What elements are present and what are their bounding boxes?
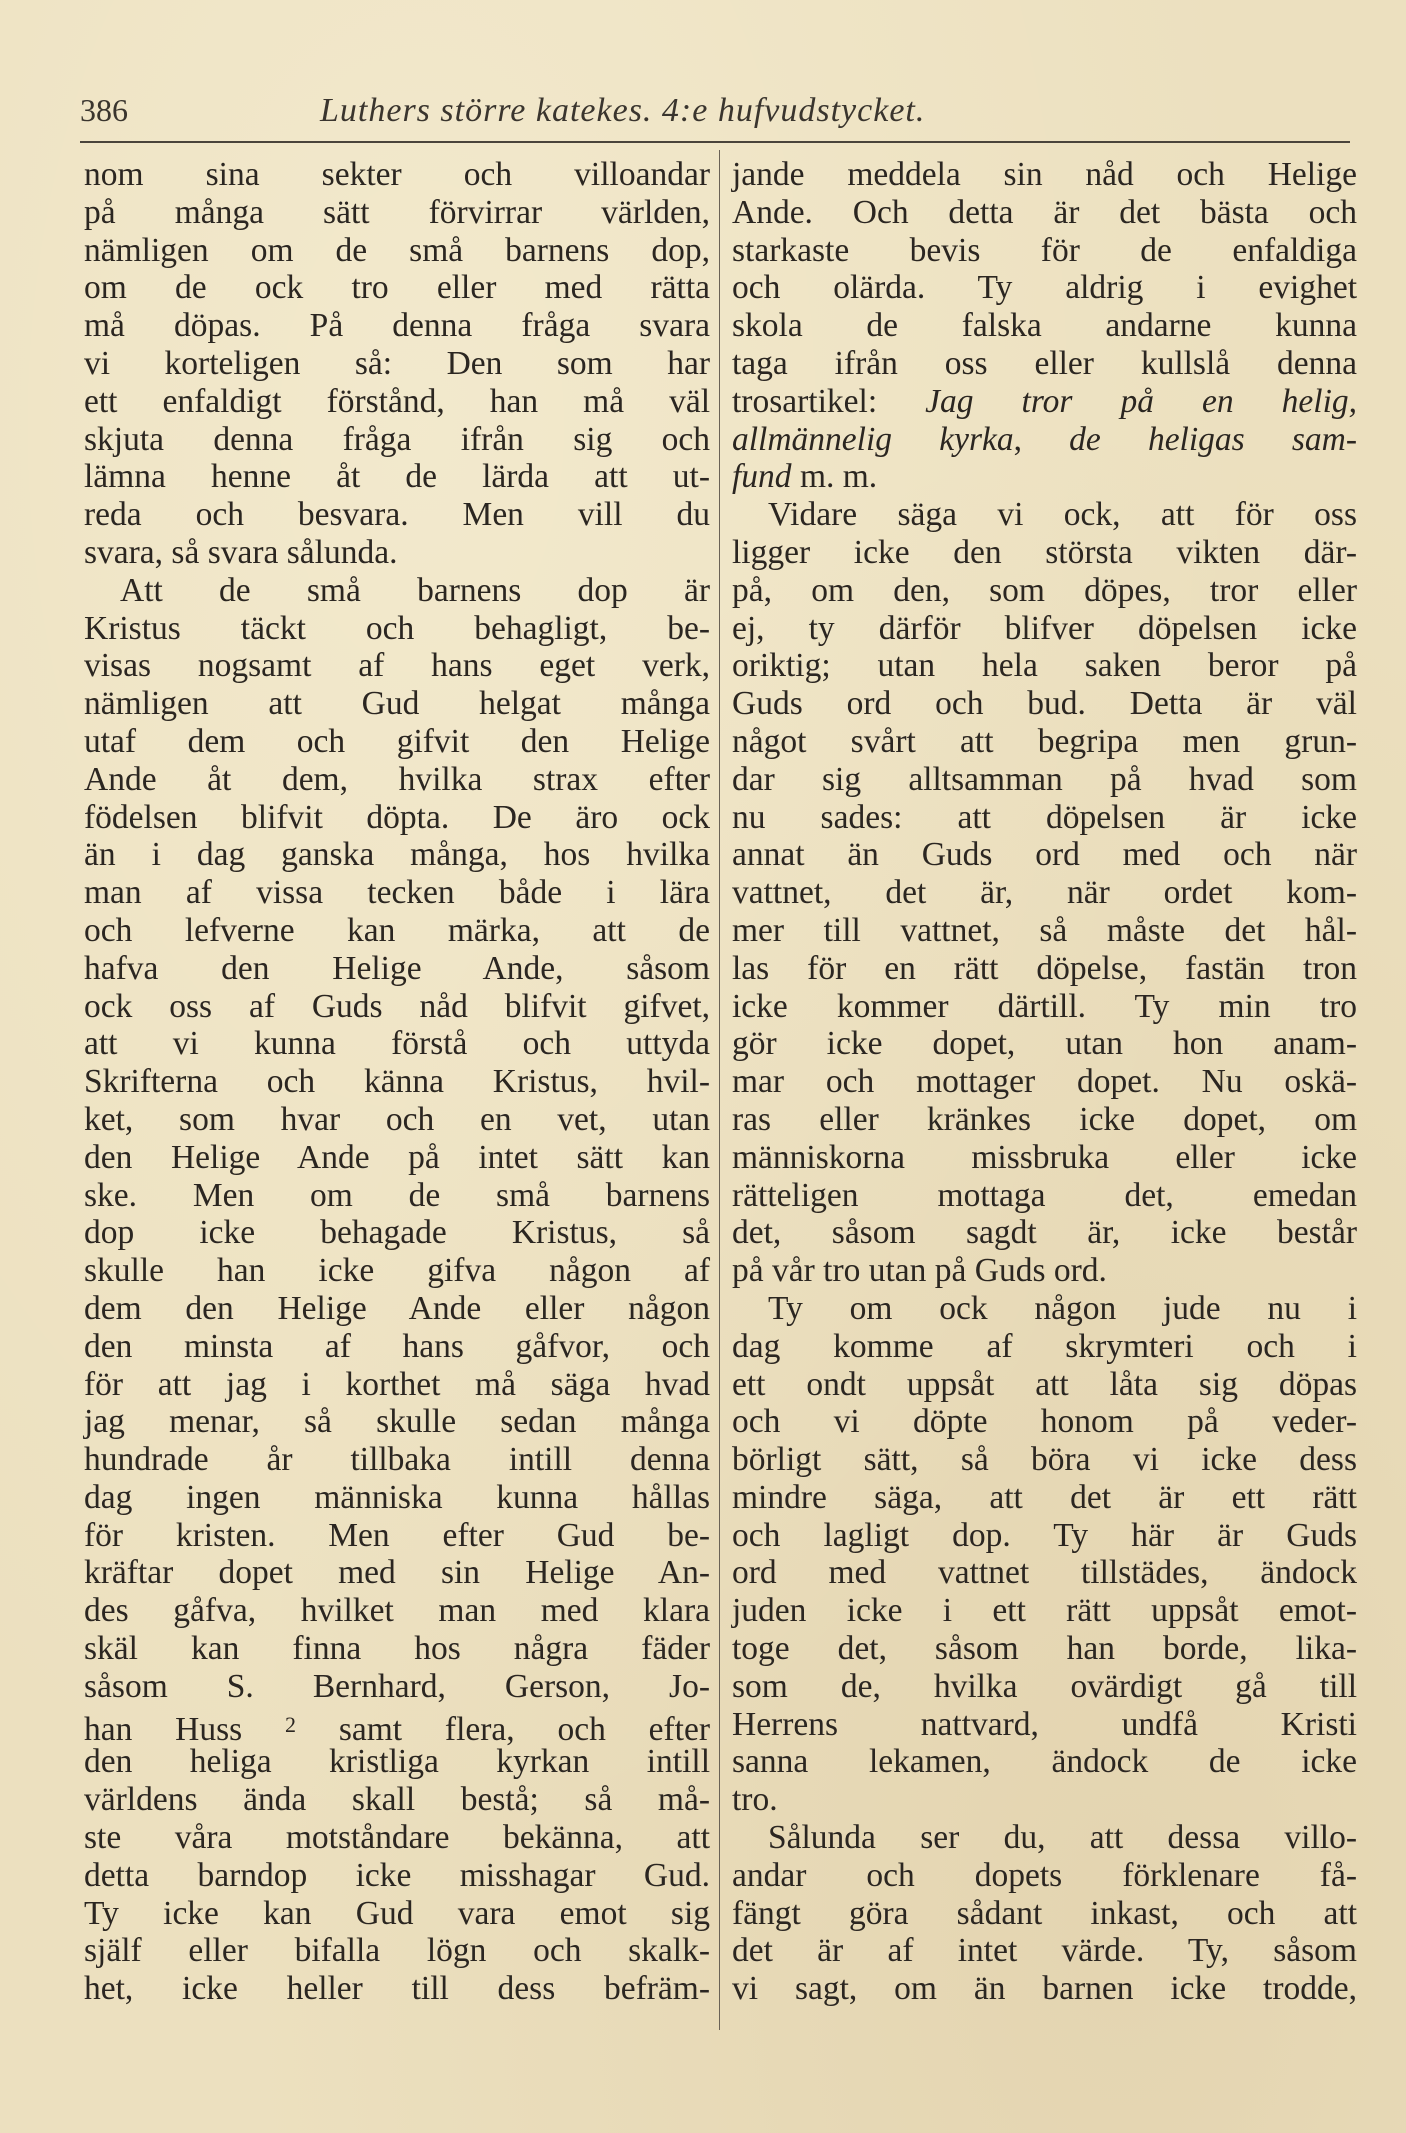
text-line: Guds ord och bud. Detta är väl: [732, 685, 1357, 723]
text-line: dag ingen människa kunna hållas: [84, 1478, 710, 1516]
text-line: oriktig; utan hela saken beror på: [732, 647, 1357, 685]
text-line: detta barndop icke misshagar Gud.: [84, 1856, 710, 1894]
text-fragment: samt flera, och efter: [338, 1710, 710, 1748]
text-line: utaf dem och gifvit den Helige: [84, 722, 710, 760]
text-line: skjuta denna fråga ifrån sig och: [84, 420, 710, 458]
text-line: andar och dopets förklenare få-: [732, 1856, 1357, 1894]
text-line: Skrifterna och känna Kristus, hvil-: [84, 1063, 710, 1101]
text-line: vattnet, det är, när ordet kom-: [732, 874, 1357, 912]
text-line: sanna lekamen, ändock de icke: [732, 1743, 1357, 1781]
left-column: [84, 156, 710, 2008]
text-line-with-quote: [732, 383, 1357, 421]
text-line: Ty icke kan Gud vara emot sig: [84, 1894, 710, 1932]
text-line: på många sätt förvirrar världen,: [84, 193, 710, 231]
text-line: het, icke heller till dess befräm-: [84, 1970, 710, 2008]
text-line: des gåfva, hvilket man med klara: [84, 1592, 710, 1630]
text-line: jag menar, så skulle sedan många: [84, 1403, 710, 1441]
text-line: jande meddela sin nåd och Helige: [732, 156, 1357, 193]
page-number: 386: [80, 92, 128, 128]
text-line: annat än Guds ord med och när: [732, 836, 1357, 874]
text-line: Ande åt dem, hvilka strax efter: [84, 760, 710, 798]
text-line: Ande. Och detta är det bästa och: [732, 193, 1357, 231]
text-line: ej, ty därför blifver döpelsen icke: [732, 609, 1357, 647]
text-line: gör icke dopet, utan hon anam-: [732, 1025, 1357, 1063]
text-line: dop icke behagade Kristus, så: [84, 1214, 710, 1252]
text-line: människorna missbruka eller icke: [732, 1138, 1357, 1176]
text-line: att vi kunna förstå och uttyda: [84, 1025, 710, 1063]
text-line: och olärda. Ty aldrig i evighet: [732, 269, 1357, 307]
text-line: och vi döpte honom på veder-: [732, 1403, 1357, 1441]
text-line: icke kommer därtill. Ty min tro: [732, 987, 1357, 1025]
text-line: mindre säga, att det är ett rätt: [732, 1478, 1357, 1516]
text-line: om de ock tro eller med rätta: [84, 269, 710, 307]
text-line-with-footnote: [84, 1706, 710, 1748]
text-line: hafva den Helige Ande, såsom: [84, 949, 710, 987]
text-line: hundrade år tillbaka intill denna: [84, 1441, 710, 1479]
text-line: födelsen blifvit döpta. De äro ock: [84, 798, 710, 836]
text-line: det är af intet värde. Ty, såsom: [732, 1932, 1357, 1970]
text-line: Herrens nattvard, undfå Kristi: [732, 1705, 1357, 1743]
text-line: för att jag i korthet må säga hvad: [84, 1365, 710, 1403]
text-line: dem den Helige Ande eller någon: [84, 1289, 710, 1327]
page-header: [80, 92, 1350, 142]
text-line: ske. Men om de små barnens: [84, 1176, 710, 1214]
text-line: och lagligt dop. Ty här är Guds: [732, 1516, 1357, 1554]
text-line: rätteligen mottaga det, emedan: [732, 1176, 1357, 1214]
text-line: såsom S. Bernhard, Gerson, Jo-: [84, 1667, 710, 1705]
text-line: skulle han icke gifva någon af: [84, 1252, 710, 1290]
text-line: den minsta af hans gåfvor, och: [84, 1327, 710, 1365]
text-fragment: m. m.: [791, 458, 878, 496]
text-line: nu sades: att döpelsen är icke: [732, 798, 1357, 836]
text-line: må döpas. På denna fråga svara: [84, 307, 710, 345]
text-line: ock oss af Guds nåd blifvit gifvet,: [84, 987, 710, 1025]
text-line-quote: [732, 458, 1357, 496]
text-line: vi sagt, om än barnen icke trodde,: [732, 1970, 1357, 2008]
text-line: världens ända skall bestå; så må-: [84, 1781, 710, 1819]
text-line: dag komme af skrymteri och i: [732, 1327, 1357, 1365]
text-line: ett enfaldigt förstånd, han må väl: [84, 382, 710, 420]
text-line: juden icke i ett rätt uppsåt emot-: [732, 1592, 1357, 1630]
header-rule: [80, 141, 1350, 143]
text-line: själf eller bifalla lögn och skalk-: [84, 1932, 710, 1970]
text-line: Ty om ock någon jude nu i: [768, 1289, 1357, 1327]
text-line: på, om den, som döpes, tror eller: [732, 571, 1357, 609]
creed-quote: Jag tror på en helig,: [925, 382, 1358, 420]
text-line: dar sig alltsamman på hvad som: [732, 760, 1357, 798]
text-line: Kristus täckt och behagligt, be-: [84, 609, 710, 647]
creed-quote: de heligas sam-: [1069, 420, 1358, 458]
text-line: som de, hvilka ovärdigt gå till: [732, 1667, 1357, 1705]
text-line: än i dag ganska många, hos hvilka: [84, 836, 710, 874]
text-line: vi korteligen så: Den som har: [84, 344, 710, 382]
text-fragment: trosartikel:: [732, 382, 878, 420]
text-fragment: han Huss: [84, 1710, 243, 1748]
creed-quote: fund: [732, 458, 792, 496]
text-line: visas nogsamt af hans eget verk,: [84, 647, 710, 685]
text-line: Sålunda ser du, att dessa villo-: [768, 1819, 1357, 1857]
text-line: taga ifrån oss eller kullslå denna: [732, 344, 1357, 382]
text-line: starkaste bevis för de enfaldiga: [732, 231, 1357, 269]
text-line: mer till vattnet, så måste det hål-: [732, 911, 1357, 949]
text-line-quote: [732, 421, 1357, 459]
creed-quote: allmännelig kyrka: [732, 420, 1014, 458]
text-line: och lefverne kan märka, att de: [84, 911, 710, 949]
text-line: mar och mottager dopet. Nu oskä-: [732, 1063, 1357, 1101]
text-line: det, såsom sagdt är, icke består: [732, 1214, 1357, 1252]
text-line: ligger icke den största vikten där-: [732, 533, 1357, 571]
text-line: nämligen att Gud helgat många: [84, 685, 710, 723]
text-line: nämligen om de små barnens dop,: [84, 231, 710, 269]
text-line: toge det, såsom han borde, lika-: [732, 1630, 1357, 1668]
text-line: las för en rätt döpelse, fastän tron: [732, 949, 1357, 987]
text-line: på vår tro utan på Guds ord.: [732, 1252, 1107, 1290]
column-divider: [719, 150, 720, 2030]
text-line: för kristen. Men efter Gud be-: [84, 1516, 710, 1554]
text-line: börligt sätt, så böra vi icke dess: [732, 1441, 1357, 1479]
right-column: [732, 156, 1357, 2008]
text-line: skola de falska andarne kunna: [732, 307, 1357, 345]
text-fragment: ,: [1013, 420, 1070, 458]
text-line: tro.: [732, 1781, 778, 1819]
text-line: lämna henne åt de lärda att ut-: [84, 458, 710, 496]
text-line: ste våra motståndare bekänna, att: [84, 1819, 710, 1857]
text-line: kräftar dopet med sin Helige An-: [84, 1554, 710, 1592]
running-title: Luthers större katekes. 4:e hufvudstycket.: [320, 92, 926, 129]
text-line: ket, som hvar och en vet, utan: [84, 1100, 710, 1138]
text-line: den Helige Ande på intet sätt kan: [84, 1138, 710, 1176]
text-line: ett ondt uppsåt att låta sig döpas: [732, 1365, 1357, 1403]
footnote-marker: 2: [285, 1711, 297, 1737]
text-line: reda och besvara. Men vill du: [84, 496, 710, 534]
text-line: nom sina sekter och villoandar: [84, 156, 710, 193]
text-line: ras eller kränkes icke dopet, om: [732, 1100, 1357, 1138]
text-line: skäl kan finna hos några fäder: [84, 1630, 710, 1668]
text-line: Vidare säga vi ock, att för oss: [768, 496, 1357, 534]
text-line: fängt göra sådant inkast, och att: [732, 1894, 1357, 1932]
text-line: svara, så svara sålunda.: [84, 533, 398, 571]
text-line: något svårt att begripa men grun-: [732, 722, 1357, 760]
text-line: den heliga kristliga kyrkan intill: [84, 1743, 710, 1781]
text-line: man af vissa tecken både i lära: [84, 874, 710, 912]
text-line: Att de små barnens dop är: [120, 571, 710, 609]
text-line: ord med vattnet tillstädes, ändock: [732, 1554, 1357, 1592]
